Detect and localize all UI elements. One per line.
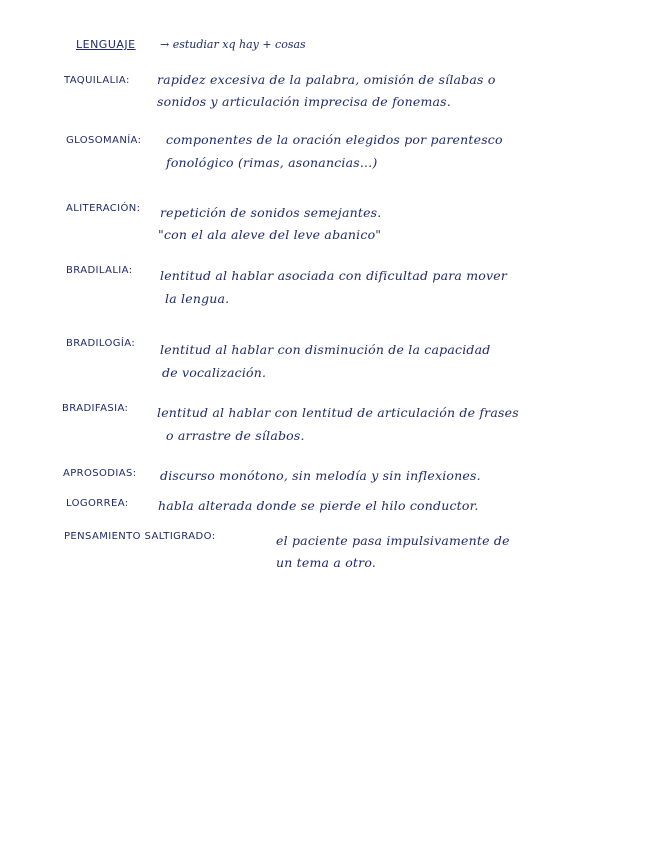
definition-term: APROSODIAS: — [63, 468, 137, 479]
definition-term: BRADILOGÍA: — [66, 338, 136, 349]
definition-line: lentitud al hablar asociada con dificultad para mover — [160, 268, 508, 283]
definition-line: o arrastre de sílabos. — [166, 428, 305, 443]
definition-line: lentitud al hablar con disminución de la capacidad — [160, 342, 491, 357]
definition-line: habla alterada donde se pierde el hilo conductor. — [158, 498, 479, 513]
page-subtitle: → estudiar xq hay + cosas — [160, 38, 306, 51]
definition-line: componentes de la oración elegidos por parentesco — [166, 132, 503, 147]
definition-line: lentitud al hablar con lentitud de articulación de frases — [157, 405, 519, 420]
definition-line: discurso monótono, sin melodía y sin inflexiones. — [160, 468, 481, 483]
definition-term: GLOSOMANÍA: — [66, 135, 142, 146]
definition-line: fonológico (rimas, asonancias...) — [166, 155, 378, 170]
definition-line: de vocalización. — [162, 365, 267, 380]
page-title: LENGUAJE — [76, 38, 136, 51]
definition-term: BRADILALIA: — [66, 265, 133, 276]
definition-line: sonidos y articulación imprecisa de fonemas. — [157, 94, 451, 109]
definition-term: PENSAMIENTO SALTIGRADO: — [64, 531, 216, 542]
definition-line: un tema a otro. — [276, 555, 377, 570]
definition-line: repetición de sonidos semejantes. — [160, 205, 382, 220]
definition-line: la lengua. — [165, 291, 230, 306]
definition-line: "con el ala aleve del leve abanico" — [158, 227, 382, 242]
definition-term: BRADIFASIA: — [62, 403, 129, 414]
definition-term: LOGORREA: — [66, 498, 129, 509]
definition-line: rapidez excesiva de la palabra, omisión de sílabas o — [157, 72, 496, 87]
definition-term: ALITERACIÓN: — [66, 203, 141, 214]
definition-term: TAQUILALIA: — [64, 75, 130, 86]
definition-line: el paciente pasa impulsivamente de — [276, 533, 510, 548]
